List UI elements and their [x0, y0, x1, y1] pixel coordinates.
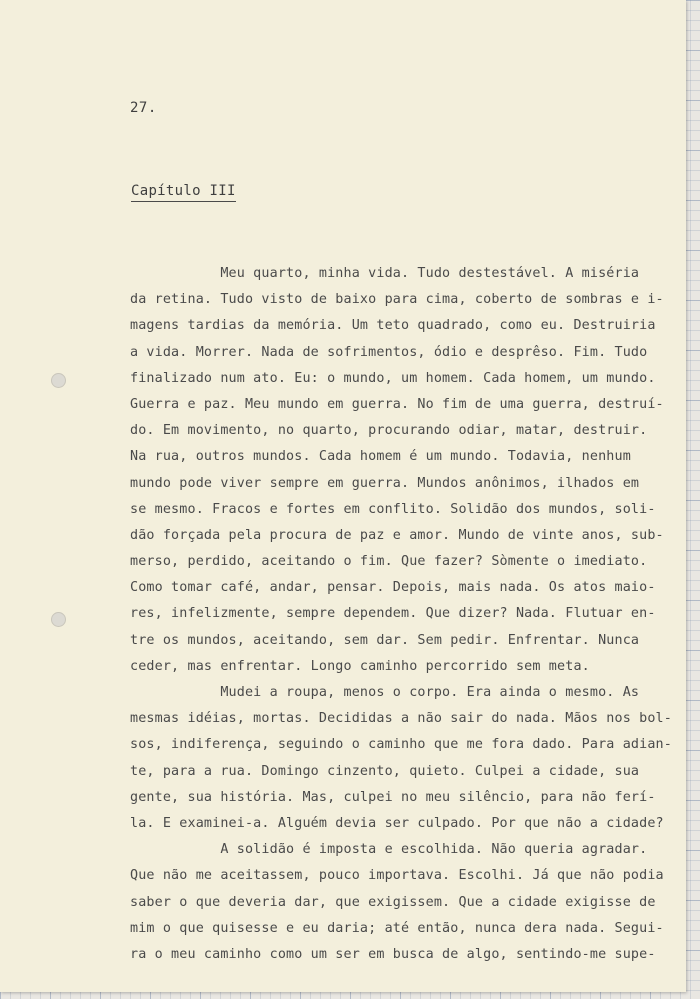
text-line: merso, perdido, aceitando o fim. Que fazer? Sòmente o imediato.	[130, 554, 648, 570]
text-line: mim o que quisesse e eu daria; até então, nunca dera nada. Segui-	[130, 920, 664, 936]
body-text	[130, 261, 672, 968]
chapter-title: Capítulo III	[131, 183, 236, 202]
text-line: tre os mundos, aceitando, sem dar. Sem pedir. Enfrentar. Nunca	[130, 632, 640, 648]
text-line: mundo pode viver sempre em guerra. Mundos anônimos, ilhados em	[130, 475, 640, 491]
text-line: saber o que deveria dar, que exigissem. Que a cidade exigisse de	[130, 894, 656, 910]
text-line: se mesmo. Fracos e fortes em conflito. Solidão dos mundos, soli-	[130, 501, 656, 517]
text-line: magens tardias da memória. Um teto quadrado, como eu. Destruiria	[130, 318, 656, 334]
text-line: ceder, mas enfrentar. Longo caminho percorrido sem meta.	[130, 658, 590, 674]
page-number: 27.	[130, 100, 157, 116]
text-line: Na rua, outros mundos. Cada homem é um mundo. Todavia, nenhum	[130, 449, 631, 465]
text-line: Que não me aceitassem, pouco importava. Escolhi. Já que não podia	[130, 868, 664, 884]
text-line: Meu quarto, minha vida. Tudo destestável. A miséria	[130, 266, 640, 281]
text-line: Guerra e paz. Meu mundo em guerra. No fim de uma guerra, destruí-	[130, 396, 664, 412]
text-line: mesmas idéias, mortas. Decididas a não sair do nada. Mãos nos bol-	[130, 711, 672, 727]
text-line: la. E examinei-a. Alguém devia ser culpado. Por que não a cidade?	[130, 815, 664, 831]
text-line: A solidão é imposta e escolhida. Não queria agradar.	[130, 842, 648, 858]
text-line: dão forçada pela procura de paz e amor. Mundo de vinte anos, sub-	[130, 527, 664, 543]
text-line: finalizado num ato. Eu: o mundo, um homem. Cada homem, um mundo.	[130, 370, 656, 386]
text-line: a vida. Morrer. Nada de sofrimentos, ódio e desprêso. Fim. Tudo	[130, 344, 648, 360]
punch-hole-bottom	[51, 612, 66, 627]
text-line: da retina. Tudo visto de baixo para cima, coberto de sombras e i-	[130, 292, 664, 308]
punch-hole-top	[51, 373, 66, 388]
text-line: gente, sua história. Mas, culpei no meu silêncio, para não ferí-	[130, 789, 656, 805]
text-line: Como tomar café, andar, pensar. Depois, mais nada. Os atos maio-	[130, 580, 656, 596]
text-line: sos, indiferença, seguindo o caminho que me fora dado. Para adian-	[130, 737, 672, 753]
text-line: te, para a rua. Domingo cinzento, quieto. Culpei a cidade, sua	[130, 763, 640, 779]
text-line: ra o meu caminho como um ser em busca de algo, sentindo-me supe-	[130, 946, 656, 962]
text-line: do. Em movimento, no quarto, procurando odiar, matar, destruir.	[130, 423, 648, 439]
text-line: res, infelizmente, sempre dependem. Que dizer? Nada. Flutuar en-	[130, 606, 656, 622]
text-line: Mudei a roupa, menos o corpo. Era ainda o mesmo. As	[130, 685, 640, 700]
